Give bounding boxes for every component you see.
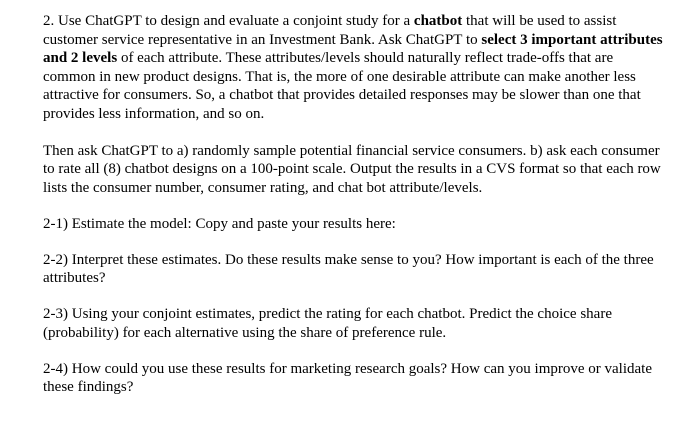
- intro-bold-attributes: select 3 important attributes and 2 levels: [43, 31, 663, 66]
- intro-text-part1: 2. Use ChatGPT to design and evaluate a conjoint study for a: [43, 13, 414, 29]
- question-2-1: 2-1) Estimate the model: Copy and paste your results here:: [43, 215, 396, 232]
- document-body: [43, 12, 668, 414]
- question-2-2: 2-2) Interpret these estimates. Do these results make sense to you? How important is each of the three attributes?: [43, 251, 654, 286]
- intro-text-part3: of each attribute. These attributes/levels should naturally reflect trade-offs that are common in new product designs. That is, the more of one desirable attribute can make another less attractive for consumers. So, a chatbot that provides detailed responses may be slower than one that provides less information, and so on.: [43, 50, 641, 122]
- intro-text-part2: that will be used to assist customer service representative in an Investment Bank. Ask ChatGPT to: [43, 13, 617, 48]
- intro-paragraph: [43, 12, 668, 123]
- question-2-3: 2-3) Using your conjoint estimates, predict the rating for each chatbot. Predict the choice share (probability) for each alternative using the share of preference rule.: [43, 306, 612, 341]
- intro-bold-chatbot: chatbot: [413, 13, 463, 29]
- question-2-4: 2-4) How could you use these results for marketing research goals? How can you improve or validate these findings?: [43, 360, 652, 395]
- instructions-paragraph: Then ask ChatGPT to a) randomly sample potential financial service consumers. b) ask each consumer to rate all (8) chatbot designs on a 100-point scale. Output the results in a CVS format so that each row lists the consumer number, consumer rating, and chat bot attribute/levels.: [43, 142, 661, 196]
